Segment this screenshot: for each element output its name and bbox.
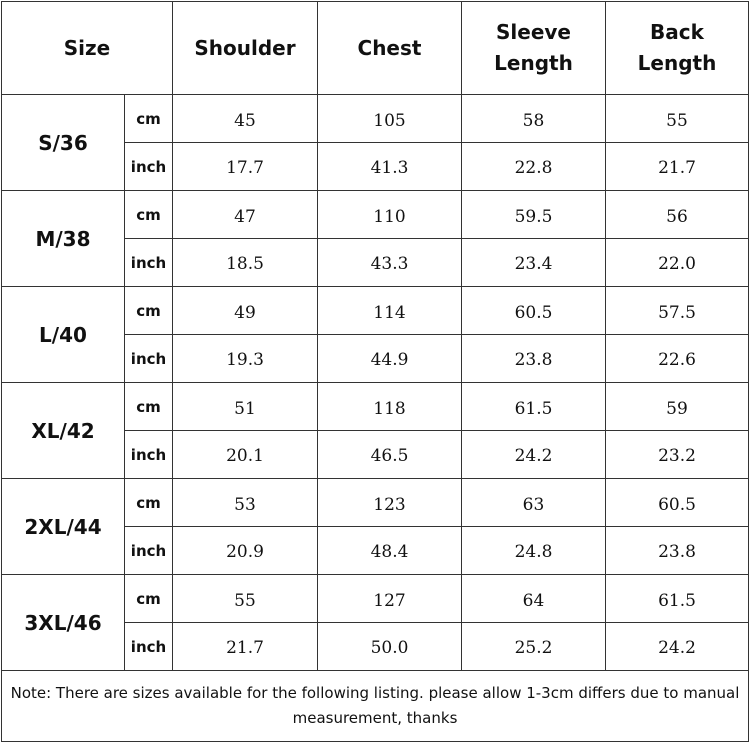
size-label: L/40 — [2, 287, 125, 383]
back-value: 59 — [606, 383, 749, 431]
header-chest: Chest — [318, 2, 462, 95]
size-label: M/38 — [2, 191, 125, 287]
shoulder-value: 20.9 — [173, 527, 318, 575]
back-value: 22.6 — [606, 335, 749, 383]
chest-value: 46.5 — [318, 431, 462, 479]
back-value: 24.2 — [606, 623, 749, 671]
shoulder-value: 55 — [173, 575, 318, 623]
sleeve-value: 60.5 — [462, 287, 606, 335]
back-value: 23.8 — [606, 527, 749, 575]
unit-label: cm — [125, 575, 173, 623]
table-row — [2, 575, 749, 623]
sleeve-value: 25.2 — [462, 623, 606, 671]
back-value: 56 — [606, 191, 749, 239]
chest-value: 118 — [318, 383, 462, 431]
chest-value: 50.0 — [318, 623, 462, 671]
table-row — [2, 191, 749, 239]
header-sleeve-length — [462, 2, 606, 95]
unit-label: inch — [125, 239, 173, 287]
shoulder-value: 18.5 — [173, 239, 318, 287]
sleeve-value: 59.5 — [462, 191, 606, 239]
chest-value: 48.4 — [318, 527, 462, 575]
shoulder-value: 20.1 — [173, 431, 318, 479]
unit-label: inch — [125, 143, 173, 191]
table-row — [2, 95, 749, 143]
header-size: Size — [2, 2, 173, 95]
shoulder-value: 49 — [173, 287, 318, 335]
unit-label: cm — [125, 287, 173, 335]
back-value: 23.2 — [606, 431, 749, 479]
chest-value: 114 — [318, 287, 462, 335]
chest-value: 44.9 — [318, 335, 462, 383]
size-label: S/36 — [2, 95, 125, 191]
sleeve-value: 23.4 — [462, 239, 606, 287]
chest-value: 123 — [318, 479, 462, 527]
size-chart-table — [1, 1, 749, 742]
back-value: 60.5 — [606, 479, 749, 527]
size-label: 3XL/46 — [2, 575, 125, 671]
note-text: Note: There are sizes available for the following listing. please allow 1-3cm differs due to manual measurement, thanks — [2, 671, 749, 742]
unit-label: cm — [125, 95, 173, 143]
shoulder-value: 47 — [173, 191, 318, 239]
shoulder-value: 17.7 — [173, 143, 318, 191]
sleeve-value: 58 — [462, 95, 606, 143]
chest-value: 127 — [318, 575, 462, 623]
shoulder-value: 21.7 — [173, 623, 318, 671]
chest-value: 105 — [318, 95, 462, 143]
back-value: 61.5 — [606, 575, 749, 623]
header-sleeve-line-2: Length — [494, 51, 573, 75]
sleeve-value: 23.8 — [462, 335, 606, 383]
unit-label: inch — [125, 623, 173, 671]
unit-label: cm — [125, 383, 173, 431]
header-shoulder: Shoulder — [173, 2, 318, 95]
shoulder-value: 45 — [173, 95, 318, 143]
table-row — [2, 383, 749, 431]
sleeve-value: 64 — [462, 575, 606, 623]
chest-value: 43.3 — [318, 239, 462, 287]
chest-value: 110 — [318, 191, 462, 239]
sleeve-value: 63 — [462, 479, 606, 527]
shoulder-value: 53 — [173, 479, 318, 527]
header-back-line-1: Back — [650, 20, 704, 44]
header-back-line-2: Length — [637, 51, 717, 75]
back-value: 21.7 — [606, 143, 749, 191]
back-value: 22.0 — [606, 239, 749, 287]
unit-label: cm — [125, 479, 173, 527]
header-sleeve-line-1: Sleeve — [496, 20, 571, 44]
header-row — [2, 2, 749, 95]
sleeve-value: 24.2 — [462, 431, 606, 479]
unit-label: inch — [125, 527, 173, 575]
back-value: 57.5 — [606, 287, 749, 335]
unit-label: inch — [125, 431, 173, 479]
unit-label: inch — [125, 335, 173, 383]
size-label: XL/42 — [2, 383, 125, 479]
note-row — [2, 671, 749, 742]
table-row — [2, 479, 749, 527]
sleeve-value: 61.5 — [462, 383, 606, 431]
size-chart-container — [1, 1, 748, 742]
shoulder-value: 19.3 — [173, 335, 318, 383]
header-back-length — [606, 2, 749, 95]
size-chart-body — [2, 95, 749, 671]
sleeve-value: 24.8 — [462, 527, 606, 575]
back-value: 55 — [606, 95, 749, 143]
chest-value: 41.3 — [318, 143, 462, 191]
shoulder-value: 51 — [173, 383, 318, 431]
table-row — [2, 287, 749, 335]
size-label: 2XL/44 — [2, 479, 125, 575]
unit-label: cm — [125, 191, 173, 239]
sleeve-value: 22.8 — [462, 143, 606, 191]
